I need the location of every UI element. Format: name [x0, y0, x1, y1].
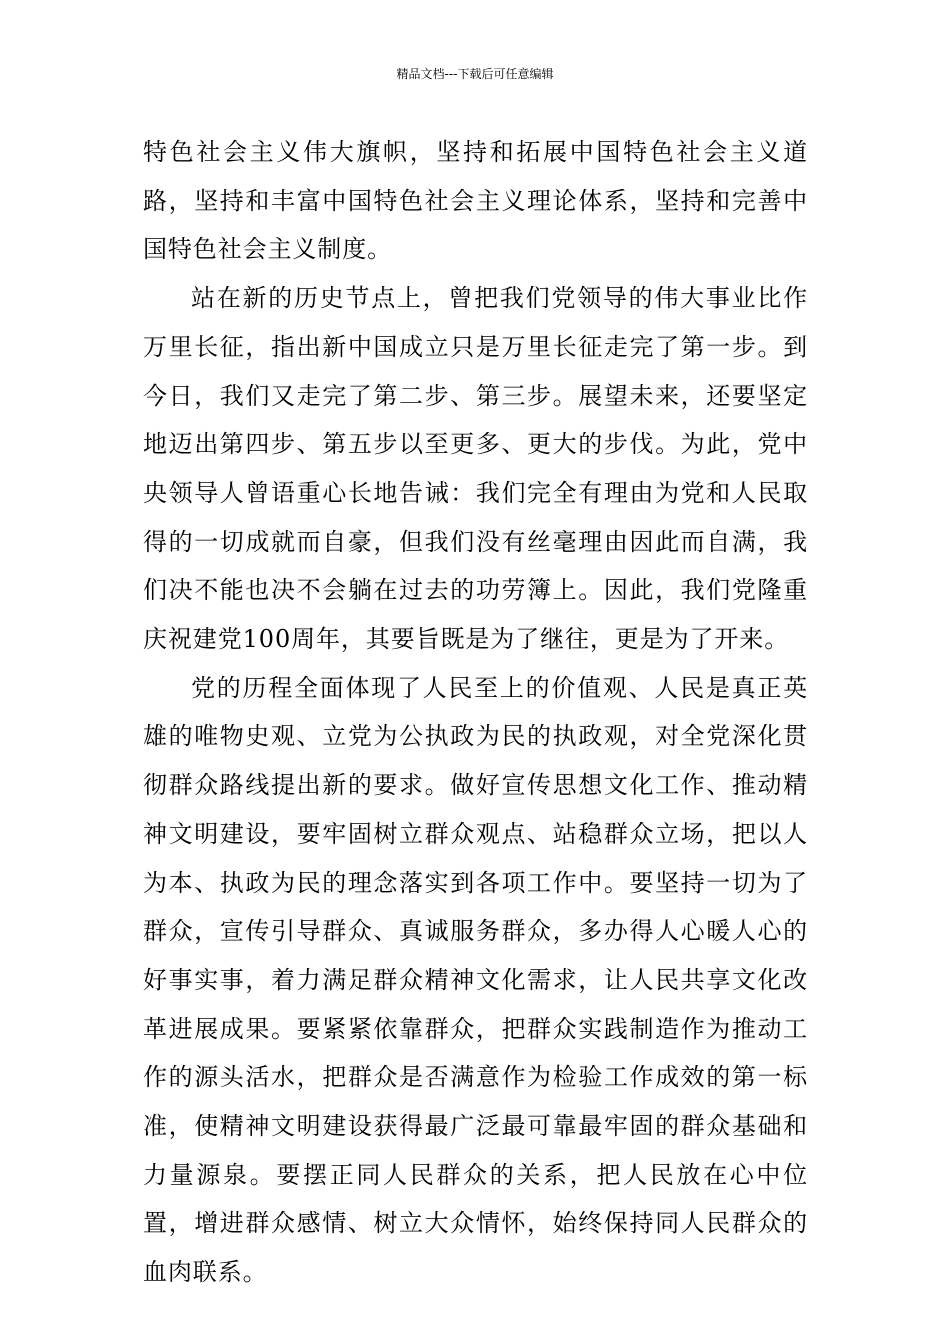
paragraph-continuation: 特色社会主义伟大旗帜，坚持和拓展中国特色社会主义道路，坚持和丰富中国特色社会主义理论体系，坚持和完善中国特色社会主义制度。 [143, 138, 808, 264]
paragraph: 党的历程全面体现了人民至上的价值观、人民是真正英雄的唯物史观、立党为公执政为民的执政观，对全党深化贯彻群众路线提出新的要求。做好宣传思想文化工作、推动精神文明建设，要牢固树立群众观点、站稳群众立场，把以人为本、执政为民的理念落实到各项工作中。要坚持一切为了群众，宣传引导群众、真诚服务群众，多办得人心暖人心的好事实事，着力满足群众精神文化需求，让人民共享文化改革进展成果。要紧紧依靠群众，把群众实践制造作为推动工作的源头活水，把群众是否满意作为检验工作成效的第一标准，使精神文明建设获得最广泛最可靠最牢固的群众基础和力量源泉。要摆正同人民群众的关系，把人民放在心中位置，增进群众感情、树立大众情怀，始终保持同人民群众的血肉联系。 [143, 673, 808, 1287]
page-header: 精品文档---下载后可任意编辑 [396, 67, 554, 81]
document-body [143, 128, 808, 1297]
paragraph: 站在新的历史节点上，曾把我们党领导的伟大事业比作万里长征，指出新中国成立只是万里长征走完了第一步。到今日，我们又走完了第二步、第三步。展望未来，还要坚定地迈出第四步、第五步以至更多、更大的步伐。为此，党中央领导人曾语重心长地告诫：我们完全有理由为党和人民取得的一切成就而自豪，但我们没有丝毫理由因此而自满，我们决不能也决不会躺在过去的功劳簿上。因此，我们党隆重庆祝建党100周年，其要旨既是为了继往，更是为了开来。 [143, 284, 808, 654]
